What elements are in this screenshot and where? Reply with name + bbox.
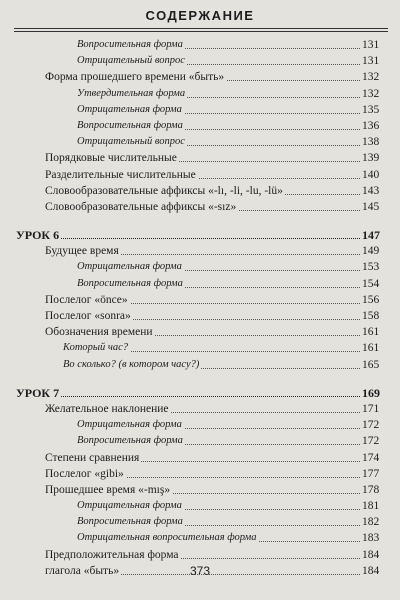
section-gap bbox=[0, 215, 400, 227]
toc-entry-title: Вопросительная форма bbox=[77, 514, 185, 530]
toc-entry-title: УРОК 7 bbox=[16, 385, 60, 400]
toc-entry[interactable] bbox=[0, 514, 400, 530]
toc-entry[interactable] bbox=[0, 276, 400, 292]
toc-entry-page: 171 bbox=[362, 401, 384, 417]
toc-entry-title: Желательное наклонение bbox=[45, 401, 171, 417]
toc-entry-title: Послелог «önce» bbox=[45, 292, 130, 308]
toc-entry-title: Словообразовательные аффиксы «-lı, -li, -lu, -lü» bbox=[45, 183, 285, 199]
toc-entry[interactable] bbox=[0, 292, 400, 308]
toc-entry-page: 132 bbox=[362, 69, 384, 85]
toc-entry-title: глагола «быть» bbox=[45, 563, 121, 579]
toc-entry[interactable] bbox=[0, 308, 400, 324]
toc-entry[interactable] bbox=[0, 150, 400, 166]
toc-entry-title: Который час? bbox=[63, 340, 130, 356]
toc-entry-page: 136 bbox=[362, 118, 384, 134]
toc-entry[interactable] bbox=[0, 357, 400, 373]
section-gap bbox=[0, 373, 400, 385]
toc-entry-title: Будущее время bbox=[45, 243, 121, 259]
toc-entry-title: УРОК 6 bbox=[16, 228, 60, 243]
toc-entry-page: 139 bbox=[362, 150, 384, 166]
toc-entry-title: Во сколько? (в котором часу?) bbox=[63, 357, 201, 373]
toc-entry-page: 153 bbox=[362, 259, 384, 275]
toc-entry-page: 181 bbox=[362, 498, 384, 514]
toc-entry[interactable] bbox=[0, 547, 400, 563]
header-rule bbox=[14, 28, 388, 29]
toc-entry-page: 131 bbox=[362, 53, 384, 69]
toc-entry-page: 172 bbox=[362, 417, 384, 433]
toc-entry[interactable] bbox=[0, 37, 400, 53]
toc-entry-title: Порядковые числительные bbox=[45, 150, 179, 166]
toc-entry-page: 184 bbox=[362, 547, 384, 563]
toc-entry-page: 183 bbox=[362, 530, 384, 546]
toc-entry-title: Предположительная форма bbox=[45, 547, 181, 563]
toc-entry[interactable] bbox=[0, 450, 400, 466]
toc-entry-title: Послелог «gibi» bbox=[45, 466, 126, 482]
toc-entry-title: Отрицательная форма bbox=[77, 498, 184, 514]
toc-entry-title: Отрицательная форма bbox=[77, 417, 184, 433]
toc-entry-page: 177 bbox=[362, 466, 384, 482]
toc-entry-page: 143 bbox=[362, 183, 384, 199]
toc-entry-page: 161 bbox=[362, 324, 384, 340]
toc-entry-page: 178 bbox=[362, 482, 384, 498]
toc-entry[interactable] bbox=[0, 498, 400, 514]
toc-entry-title: Степени сравнения bbox=[45, 450, 141, 466]
toc-entry-title: Отрицательный вопрос bbox=[77, 53, 187, 69]
toc-entry-page: 174 bbox=[362, 450, 384, 466]
toc-entry-page: 145 bbox=[362, 199, 384, 215]
toc-entry[interactable] bbox=[0, 482, 400, 498]
toc-entry[interactable] bbox=[0, 401, 400, 417]
toc-entry-page: 132 bbox=[362, 86, 384, 102]
toc-entry-title: Прошедшее время «-mış» bbox=[45, 482, 172, 498]
toc-entry[interactable] bbox=[0, 199, 400, 215]
header-rule bbox=[14, 31, 388, 32]
toc-entry[interactable] bbox=[0, 134, 400, 150]
toc-entry[interactable] bbox=[0, 259, 400, 275]
toc-entry[interactable] bbox=[0, 324, 400, 340]
toc-entry-title: Вопросительная форма bbox=[77, 276, 185, 292]
toc-entry[interactable] bbox=[0, 417, 400, 433]
toc-entry-title: Послелог «sonra» bbox=[45, 308, 133, 324]
toc-entry-title: Отрицательный вопрос bbox=[77, 134, 187, 150]
toc-entry-title: Утвердительная форма bbox=[77, 86, 187, 102]
toc-entry[interactable] bbox=[0, 118, 400, 134]
toc-entry[interactable] bbox=[0, 433, 400, 449]
toc-entry-title: Вопросительная форма bbox=[77, 433, 185, 449]
page-number: 373 bbox=[189, 564, 211, 578]
toc-entry-title: Отрицательная вопросительная форма bbox=[77, 530, 258, 546]
toc-entry-page: 149 bbox=[362, 243, 384, 259]
table-of-contents bbox=[0, 37, 400, 579]
toc-lesson-heading[interactable] bbox=[0, 227, 400, 243]
toc-entry-page: 165 bbox=[362, 357, 384, 373]
toc-entry-page: 182 bbox=[362, 514, 384, 530]
toc-entry-title: Отрицательная форма bbox=[77, 259, 184, 275]
toc-entry[interactable] bbox=[0, 167, 400, 183]
toc-entry-page: 131 bbox=[362, 37, 384, 53]
toc-entry[interactable] bbox=[0, 102, 400, 118]
toc-entry-title: Форма прошедшего времени «быть» bbox=[45, 69, 226, 85]
toc-entry-page: 135 bbox=[362, 102, 384, 118]
toc-lesson-heading[interactable] bbox=[0, 385, 400, 401]
toc-entry-page: 140 bbox=[362, 167, 384, 183]
dot-leader bbox=[16, 385, 360, 397]
toc-entry-title: Обозначения времени bbox=[45, 324, 155, 340]
toc-entry-title: Разделительные числительные bbox=[45, 167, 198, 183]
toc-entry-page: 161 bbox=[362, 340, 384, 356]
dot-leader bbox=[16, 227, 360, 239]
toc-entry[interactable] bbox=[0, 530, 400, 546]
toc-entry[interactable] bbox=[0, 53, 400, 69]
toc-entry-page: 138 bbox=[362, 134, 384, 150]
toc-entry-page: 147 bbox=[362, 227, 384, 243]
toc-entry-title: Вопросительная форма bbox=[77, 118, 185, 134]
toc-entry-page: 169 bbox=[362, 385, 384, 401]
toc-entry[interactable] bbox=[0, 86, 400, 102]
toc-entry-title: Отрицательная форма bbox=[77, 102, 184, 118]
toc-entry-page: 156 bbox=[362, 292, 384, 308]
toc-entry-title: Вопросительная форма bbox=[77, 37, 185, 53]
toc-entry-page: 172 bbox=[362, 433, 384, 449]
page-title: СОДЕРЖАНИЕ bbox=[145, 8, 255, 23]
toc-entry-page: 184 bbox=[362, 563, 384, 579]
toc-entry-title: Словообразовательные аффиксы «-sız» bbox=[45, 199, 238, 215]
toc-entry[interactable] bbox=[0, 243, 400, 259]
toc-entry[interactable] bbox=[0, 69, 400, 85]
toc-entry-page: 154 bbox=[362, 276, 384, 292]
toc-entry[interactable] bbox=[0, 466, 400, 482]
toc-entry[interactable] bbox=[0, 183, 400, 199]
toc-entry-page: 158 bbox=[362, 308, 384, 324]
toc-entry[interactable] bbox=[0, 340, 400, 356]
